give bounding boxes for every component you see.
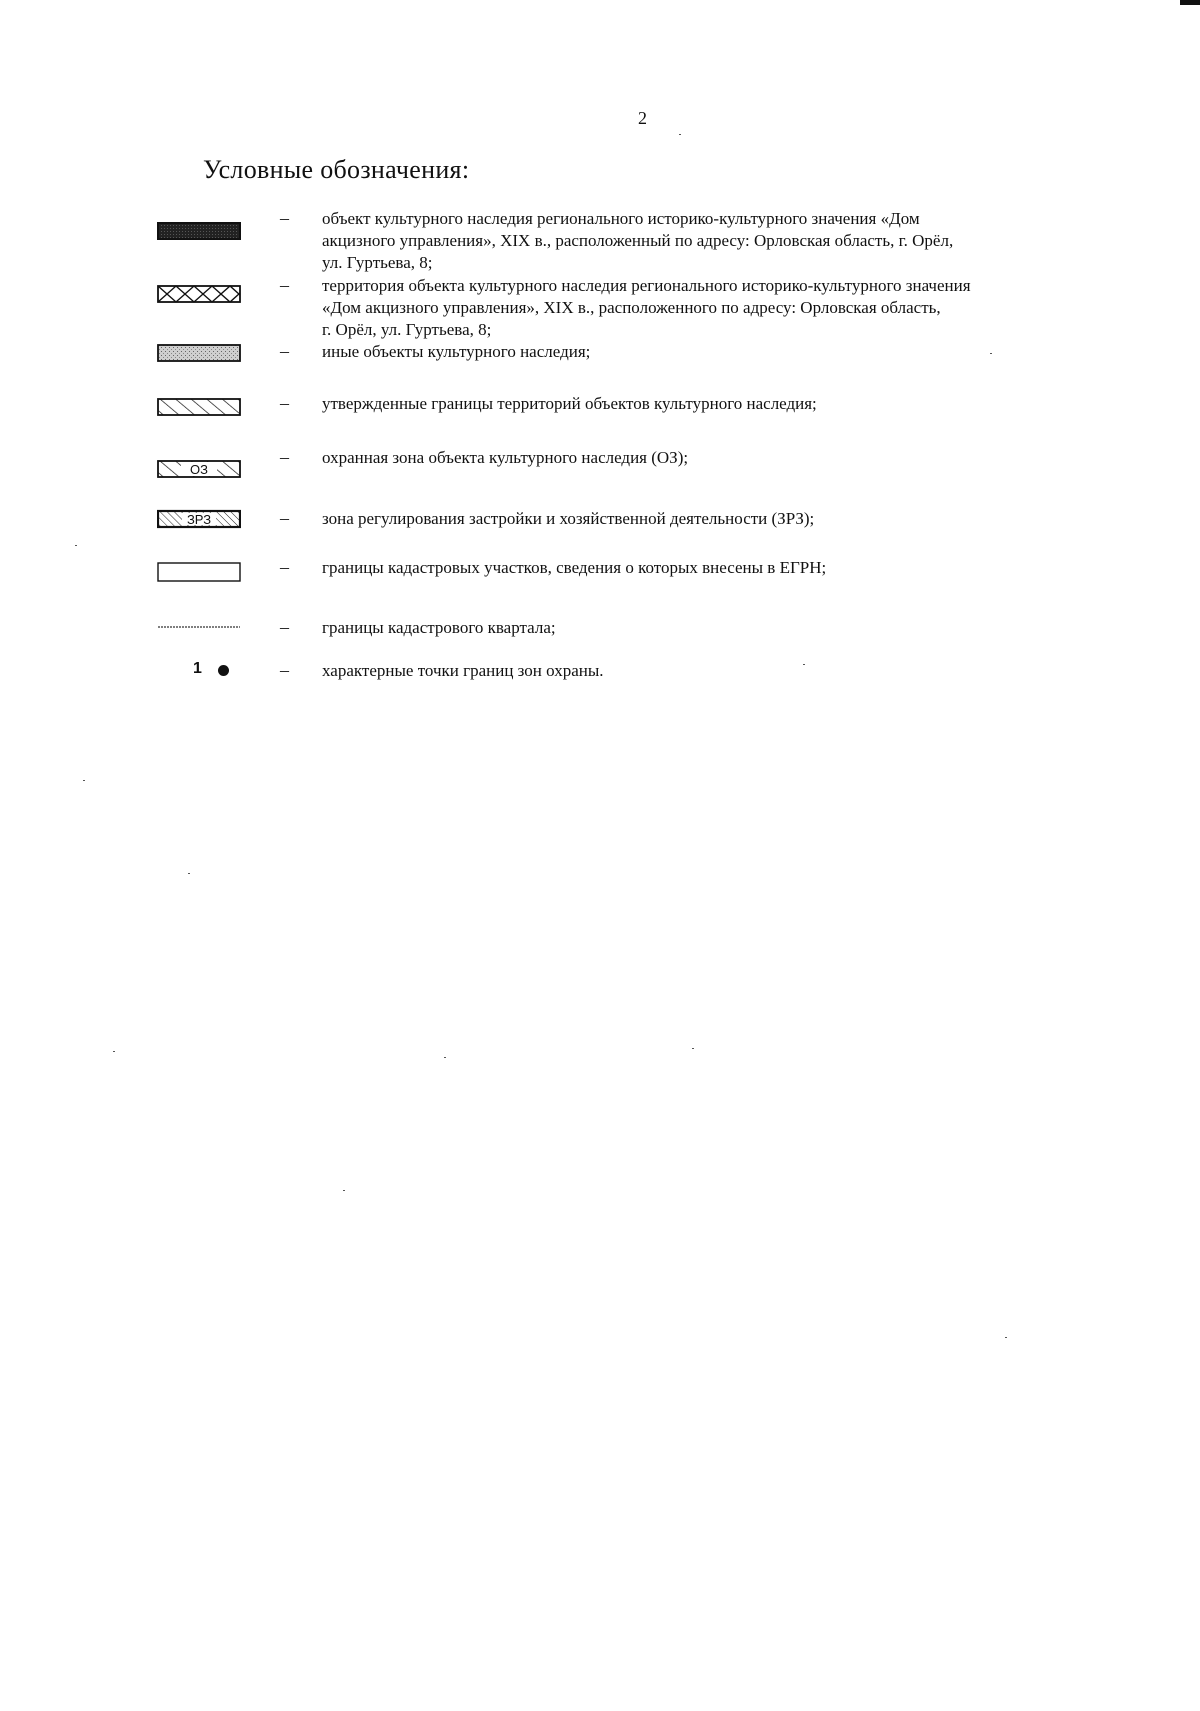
legend-description (322, 341, 1082, 363)
legend-description (322, 617, 1082, 639)
legend-line: утвержденные границы территорий объектов культурного наследия; (322, 394, 817, 413)
protection-zone-symbol (157, 459, 241, 479)
point-number-label: 1 (193, 660, 202, 677)
legend-dash: – (280, 447, 289, 467)
legend-line: характерные точки границ зон охраны. (322, 661, 604, 680)
cadastral-quarter-line-symbol (157, 615, 241, 635)
legend-dash: – (280, 393, 289, 413)
legend-line: г. Орёл, ул. Гуртьева, 8; (322, 320, 492, 339)
legend-line: территория объекта культурного наследия регионального историко-культурного значения (322, 276, 971, 295)
scan-speck (990, 353, 992, 354)
object-fill-symbol (157, 221, 241, 241)
legend-line: зона регулирования застройки и хозяйственной деятельности (ЗРЗ); (322, 509, 815, 528)
scan-speck (692, 1048, 694, 1049)
corner-mark (1180, 0, 1200, 5)
legend-dash: – (280, 341, 289, 361)
legend-dash: – (280, 660, 289, 680)
scan-speck (803, 664, 805, 665)
legend-dash: – (280, 208, 289, 228)
scan-speck (188, 873, 190, 874)
legend-line: границы кадастровых участков, сведения о которых внесены в ЕГРН; (322, 558, 827, 577)
scan-speck (83, 780, 85, 781)
legend-line: «Дом акцизного управления», XIX в., расположенного по адресу: Орловская область, (322, 298, 941, 317)
legend-description (322, 660, 1082, 682)
legend-line: охранная зона объекта культурного наследия (ОЗ); (322, 448, 689, 467)
other-objects-stipple-symbol (157, 343, 241, 363)
legend-description (322, 393, 1082, 415)
legend-line: акцизного управления», XIX в., расположенный по адресу: Орловская область, г. Орёл, (322, 231, 954, 250)
territory-crosshatch-symbol (157, 284, 241, 304)
approved-borders-hatch-symbol (157, 397, 241, 417)
legend-description (322, 557, 1082, 579)
protection-zone-label: ОЗ (190, 462, 208, 477)
legend-dash: – (280, 508, 289, 528)
characteristic-point-symbol (218, 665, 229, 676)
legend-description (322, 447, 1082, 469)
legend-line: ул. Гуртьева, 8; (322, 253, 433, 272)
legend-description (322, 275, 1082, 341)
page-number: 2 (638, 108, 647, 128)
legend-line: границы кадастрового квартала; (322, 618, 556, 637)
building-regulation-zone-symbol (157, 509, 241, 529)
legend-description (322, 508, 1082, 530)
legend-dash: – (280, 275, 289, 295)
legend-dash: – (280, 557, 289, 577)
scan-speck (113, 1051, 115, 1052)
legend-line: объект культурного наследия регионального историко-культурного значения «Дом (322, 209, 920, 228)
scan-speck (75, 545, 77, 546)
cadastral-plot-outline-symbol (157, 561, 241, 581)
scan-speck (679, 134, 681, 135)
legend-title: Условные обозначения: (203, 155, 470, 184)
building-regulation-zone-label: ЗРЗ (186, 512, 212, 527)
legend-dash: – (280, 617, 289, 637)
scan-speck (1005, 1337, 1007, 1338)
legend-description (322, 208, 1082, 274)
legend-line: иные объекты культурного наследия; (322, 342, 591, 361)
scan-speck (343, 1190, 345, 1191)
scan-speck (444, 1057, 446, 1058)
